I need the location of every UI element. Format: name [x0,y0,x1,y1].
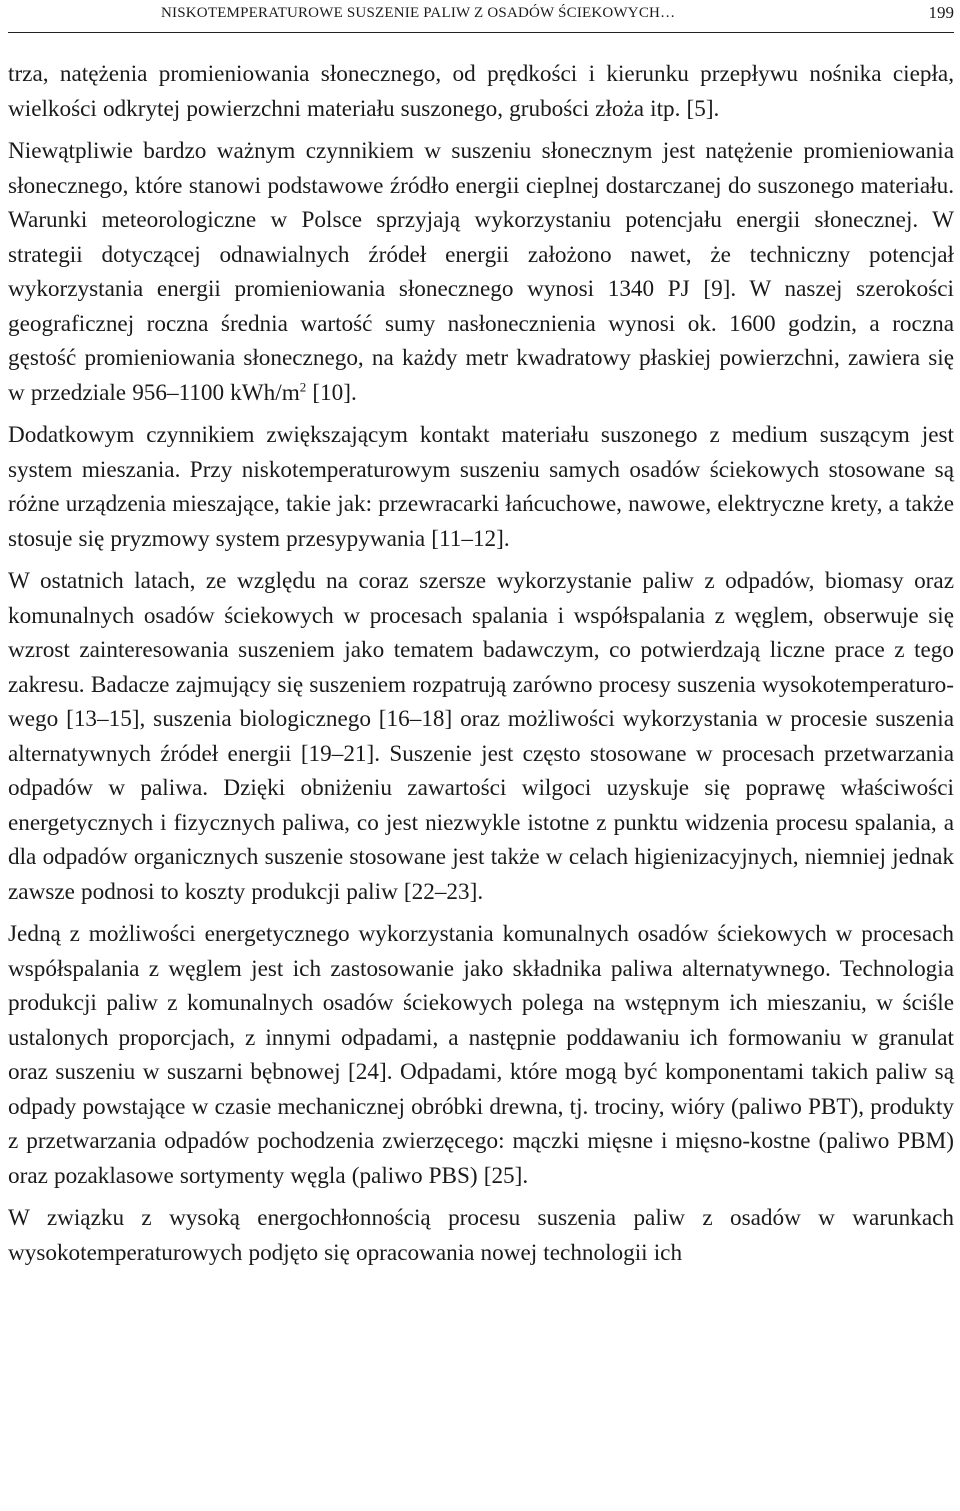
paragraph: trza, natężenia promieniowania słonecznego, od prędkości i kierunku przepływu nośnika ciepła, wielkości odkrytej powierzchni materiału suszonego, grubości złoża itp. [5]. [8,61,954,122]
citation: [10]. [306,379,357,406]
running-title: NISKOTEMPERATUROWE SUSZENIE PALIW Z OSADÓW ŚCIEKOWYCH… [161,5,676,21]
page-number: 199 [928,3,954,22]
document-page [8,0,954,1278]
running-header [8,0,954,33]
paragraph-text: Niewątpliwie bardzo ważnym czynnikiem w suszeniu słonecznym jest natężenie promieniowania słonecznego, które stanowi podstawowe źródło energii cieplnej dostarczanej do suszonego materiału. Warunki meteorologiczne w Polsce sprzyjają wykorzystaniu potencjału energii słonecznej. W strategii dotyczącej odnawialnych źródeł energii założono nawet, że techniczny potencjał wykorzystania energii promieniowania słonecznego wynosi 1340 PJ [9]. W naszej szerokości geograficznej roczna średnia wartość sumy nasłonecznienia wynosi ok. 1600 godzin, a roczna gęstość promieniowania słonecznego, na każdy metr kwadratowy płaskiej powierzchni, zawiera się w przedziale 956–1100 kWh/m [8,138,954,406]
paragraph: Dodatkowym czynnikiem zwiększającym kontakt materiału suszonego z medium suszącym jest system mieszania. Przy niskotemperaturowym suszeniu samych osadów ściekowych stosowane są różne urządzenia mieszające, takie jak: przewracarki łańcuchowe, nawowe, elektryczne krety, a także stosuje się pryzmowy system przesypywania [11–12]. [8,422,954,552]
paragraph: W ostatnich latach, ze względu na coraz szersze wykorzystanie paliw z odpadów, biomasy oraz komunalnych osadów ściekowych w procesach spalania i współspalania z węglem, obserwuje się wzrost zainteresowania suszeniem jako tematem badawczym, co potwierdzają liczne prace z tego zakresu. Badacze zajmujący się suszeniem rozpatrują zarówno procesy suszenia wysokotemperaturowego [13–15], suszenia biologicznego [16–18] oraz możliwości wykorzystania w procesie suszenia alternatywnych źródeł energii [19–21]. Suszenie jest często stosowane w procesach przetwarzania odpadów w paliwa. Dzięki obniżeniu zawartości wilgoci uzyskuje się poprawę właściwości energetycznych i fizycznych paliwa, co jest niezwykle istotne z punktu widzenia procesu spalania, a dla odpadów organicznych suszenie stosowane jest także w celach higienizacyjnych, niemniej jednak zawsze podnosi to koszty produkcji paliw [22–23]. [8,568,954,905]
body-text [8,57,954,1270]
paragraph: W związku z wysoką energochłonnością procesu suszenia paliw z osadów w warunkach wysokotemperaturowych podjęto się opracowania nowej technologii ich [8,1205,954,1266]
superscript: 2 [299,378,307,394]
paragraph [8,134,954,410]
paragraph: Jedną z możliwości energetycznego wykorzystania komunalnych osadów ściekowych w procesach współspalania z węglem jest ich zastosowanie jako składnika paliwa alternatywnego. Technologia produkcji paliw z komunalnych osadów ściekowych polega na wstępnym ich mieszaniu, w ściśle ustalonych proporcjach, z innymi odpadami, a następnie poddawaniu ich formowaniu w granulat oraz suszeniu w suszarni bębnowej [24]. Odpadami, które mogą być komponentami takich paliw są odpady powstające w czasie mechanicznej obróbki drewna, tj. trociny, wióry (paliwo PBT), produkty z przetwarzania odpadów pochodzenia zwierzęcego: mączki mięsne i mięsno-kostne (paliwo PBM) oraz pozaklasowe sortymenty węgla (paliwo PBS) [25]. [8,921,954,1189]
